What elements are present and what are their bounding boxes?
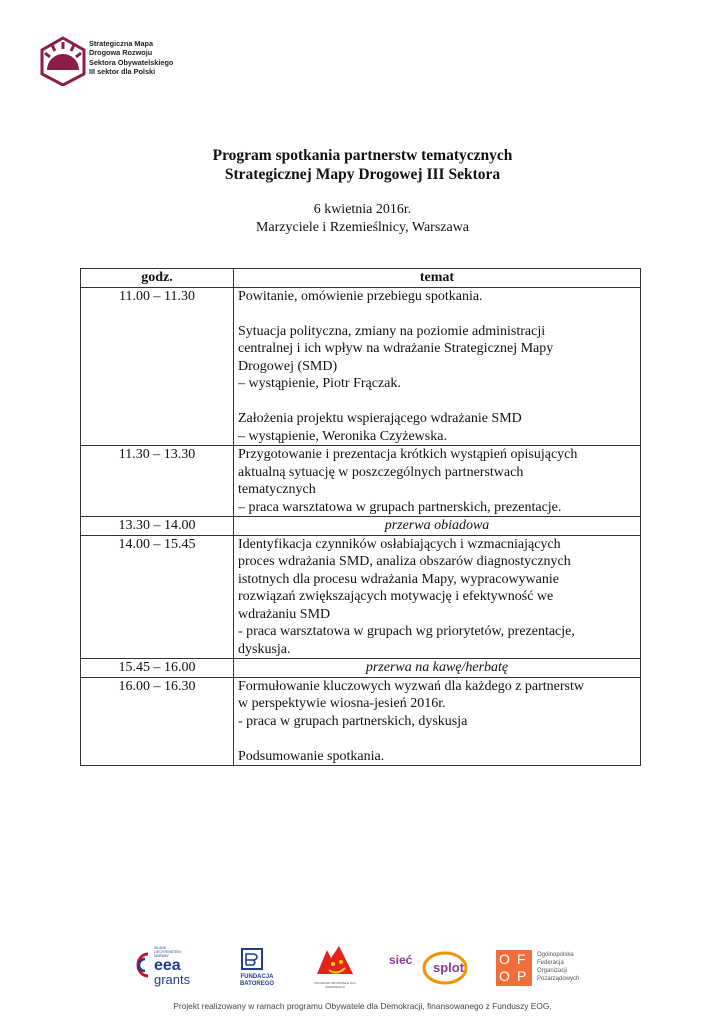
topic-cell xyxy=(234,446,641,517)
break-cell: przerwa na kawę/herbatę xyxy=(234,659,641,678)
topic-line: - praca w grupach partnerskich, dyskusja xyxy=(238,713,468,729)
sponsor-logos xyxy=(0,944,725,994)
time-cell: 14.00 – 15.45 xyxy=(81,535,234,659)
topic-line: Identyfikacja czynników osłabiających i wzmacniających xyxy=(238,536,561,552)
topic-line: Powitanie, omówienie przebiegu spotkania. xyxy=(238,288,483,304)
funding-footer: Projekt realizowany w ramach programu Obywatele dla Demokracji, finansowanego z Funduszy EOG. xyxy=(173,1001,552,1011)
eea-grants-icon xyxy=(136,952,152,978)
ofop-letter: O xyxy=(499,968,510,984)
meeting-date: 6 kwietnia 2016r. xyxy=(313,202,412,217)
topic-cell xyxy=(234,535,641,659)
table-row xyxy=(81,287,641,446)
ofop-line: Federacja xyxy=(537,960,564,966)
break-cell: przerwa obiadowa xyxy=(234,517,641,536)
program-table xyxy=(80,268,641,766)
topic-spacer xyxy=(238,393,636,411)
topic-line: proces wdrażania SMD, analiza obszarów diagnostycznych xyxy=(238,554,571,569)
eea-small-line: NORWAY xyxy=(154,954,169,958)
eea-word: eea xyxy=(154,957,181,974)
ofop-line: Organizacji xyxy=(537,968,568,974)
time-cell: 11.00 – 11.30 xyxy=(81,287,234,446)
topic-line: – wystąpienie, Piotr Frączak. xyxy=(238,376,401,391)
batory-line: FUNDACJA xyxy=(240,974,274,980)
logo-line: III sektor dla Polski xyxy=(89,66,156,76)
road-map-logo-icon xyxy=(40,36,86,86)
eea-small-line: LIECHTENSTEIN xyxy=(154,950,181,954)
time-cell: 16.00 – 16.30 xyxy=(81,677,234,766)
siec-splot-logo xyxy=(389,950,473,990)
topic-cell xyxy=(234,287,641,446)
topic-line: tematycznych xyxy=(238,482,316,497)
topic-line: – praca warsztatowa w grupach partnerskich, prezentacje. xyxy=(238,499,562,515)
eea-grants-logo xyxy=(136,946,200,992)
batory-line: BATOREGO xyxy=(239,981,275,987)
ofop-letter: F xyxy=(517,951,526,967)
ofop-line: Ogólnopolska xyxy=(537,952,574,958)
organization-logo xyxy=(40,36,240,86)
eea-small-line: ISLAND xyxy=(154,946,167,950)
topic-line: Podsumowanie spotkania. xyxy=(238,748,385,764)
table-row xyxy=(81,677,641,766)
table-header-row xyxy=(81,269,641,288)
topic-line: istotnych dla procesu wdrażania Mapy, wypracowywanie xyxy=(238,571,559,587)
topic-line: Drogowej (SMD) xyxy=(238,358,338,374)
table-row xyxy=(81,446,641,517)
program-body xyxy=(81,287,641,766)
logo-line: Sektora Obywatelskiego xyxy=(89,57,174,67)
fundacja-batorego-logo xyxy=(236,948,278,992)
ofop-letter: P xyxy=(517,968,527,984)
meeting-place: Marzyciele i Rzemieślnicy, Warszawa xyxy=(255,220,470,235)
topic-line: rozwiązań zwiększających motywację i efektywność we xyxy=(238,589,554,604)
obywatele-dla-demokracji-logo xyxy=(310,944,360,992)
ofop-line: Pozarządowych xyxy=(537,976,580,982)
topic-cell xyxy=(234,677,641,766)
program-icon xyxy=(315,944,355,978)
ofop-badge xyxy=(496,950,532,986)
topic-line: w perspektywie wiosna-jesień 2016r. xyxy=(238,696,446,711)
topic-line: centralnej i ich wpływ na wdrażanie Strategicznej Mapy xyxy=(238,341,554,356)
grants-word: grants xyxy=(154,972,191,987)
logo-text xyxy=(89,39,173,76)
header-time: godz. xyxy=(81,269,234,288)
ofop-letter: O xyxy=(499,951,510,967)
topic-line: – wystąpienie, Weronika Czyżewska. xyxy=(238,428,447,444)
siec-word: sieć xyxy=(389,953,413,967)
topic-line: dyskusja. xyxy=(238,641,291,657)
splot-word: splot xyxy=(433,960,465,975)
topic-line: wdrażaniu SMD xyxy=(238,606,331,622)
topic-line: aktualną sytuację w poszczególnych partnerstwach xyxy=(238,464,524,480)
time-cell: 11.30 – 13.30 xyxy=(81,446,234,517)
topic-spacer xyxy=(238,730,636,748)
topic-spacer xyxy=(238,305,636,323)
document-title-line-2: Strategicznej Mapy Drogowej III Sektora xyxy=(224,166,501,183)
topic-line: Sytuacja polityczna, zmiany na poziomie administracji xyxy=(238,323,546,339)
topic-line: Formułowanie kluczowych wyzwań dla każdego z partnerstw xyxy=(238,678,584,694)
ofop-logo xyxy=(496,950,606,990)
logo-line: Drogowa Rozwoju xyxy=(89,48,153,58)
time-cell: 15.45 – 16.00 xyxy=(81,659,234,678)
header-topic: temat xyxy=(234,269,641,288)
program-small-text: PROGRAM OBYWATELE DLA DEMOKRACJI xyxy=(314,981,356,989)
topic-line: - praca warsztatowa w grupach wg priorytetów, prezentacje, xyxy=(238,624,575,639)
time-cell: 13.30 – 14.00 xyxy=(81,517,234,536)
table-row xyxy=(81,535,641,659)
document-title-line-1: Program spotkania partnerstw tematycznych xyxy=(212,147,513,164)
table-row xyxy=(81,659,641,678)
table-row xyxy=(81,517,641,536)
topic-line: Założenia projektu wspierającego wdrażanie SMD xyxy=(238,411,522,426)
topic-line: Przygotowanie i prezentacja krótkich wystąpień opisujących xyxy=(238,447,578,462)
logo-line: Strategiczna Mapa xyxy=(89,39,154,48)
batory-icon xyxy=(241,948,263,970)
